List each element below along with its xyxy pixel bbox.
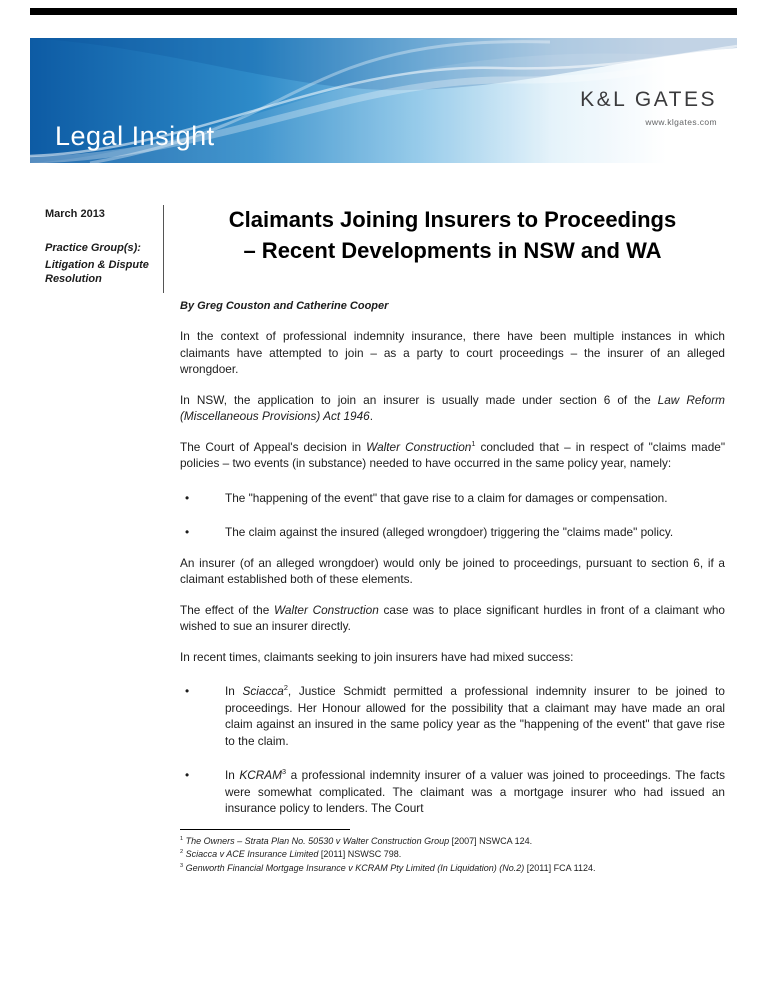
page-title-line-2: – Recent Developments in NSW and WA <box>243 238 662 263</box>
paragraph: In NSW, the application to join an insurer is usually made under section 6 of the Law Reform (Miscellaneous Provisions) Act 1946. <box>180 392 725 423</box>
article <box>180 204 725 875</box>
page-title <box>180 204 725 266</box>
logo-wordmark: K&L GATES <box>580 88 717 111</box>
bullet-item <box>180 767 725 817</box>
bullet-text: The claim against the insured (alleged wrongdoer) triggering the "claims made" policy. <box>225 525 674 539</box>
bullet-text: In Sciacca$^2$, Justice Schmidt permitted a professional indemnity insurer to be joined to proceedings. Her Honour allowed for the possibility that a claimant may have made an oral claim against an insured in the same policy year as the "happening of the event" that gave rise to the claim. <box>225 683 725 748</box>
website-url: www.klgates.com <box>645 117 717 127</box>
page-title-line-1: Claimants Joining Insurers to Proceedings <box>228 207 677 232</box>
bullet-item <box>180 524 725 541</box>
masthead-title: Legal Insight <box>55 121 215 151</box>
byline: By Greg Couston and Catherine Cooper <box>180 300 389 312</box>
bullet-icon: • <box>185 525 190 539</box>
footnote: $^3$ Genworth Financial Mortgage Insurance v KCRAM Pty Limited (In Liquidation) (No.2) [2011] FCA 1124. <box>180 862 596 873</box>
bullet-icon: • <box>185 768 190 782</box>
footnote: $^1$ The Owners – Strata Plan No. 50530 v Walter Construction Group [2007] NSWCA 124. <box>180 835 533 846</box>
paragraph: In recent times, claimants seeking to join insurers have had mixed success: <box>180 649 574 664</box>
bullet-icon: • <box>185 684 190 698</box>
title-divider-line <box>163 205 164 293</box>
banner <box>30 38 737 163</box>
footnotes <box>180 835 725 876</box>
practice-group-value: Litigation & Dispute Resolution <box>45 259 149 285</box>
article-body <box>180 328 725 817</box>
issue-date: March 2013 <box>45 208 105 220</box>
paragraph: The effect of the Walter Construction case was to place significant hurdles in front of a claimant who wished to sue an insurer directly. <box>180 602 725 633</box>
top-bar <box>30 8 737 15</box>
bullet-text: In KCRAM$^3$ a professional indemnity insurer of a valuer was joined to proceedings. The facts were somewhat complicated. The claimant was a mortgage insurer who had issued an insurance policy to lenders. The Court <box>225 767 725 815</box>
bullet-item <box>180 490 725 507</box>
footnote-rule <box>180 829 350 830</box>
bullet-text: The "happening of the event" that gave rise to a claim for damages or compensation. <box>225 490 668 505</box>
practice-group-label: Practice Group(s): <box>45 242 141 254</box>
sidebar <box>45 208 157 286</box>
paragraph: The Court of Appeal's decision in Walter Construction$^1$ concluded that – in respect of "claims made" policies – two events (in substance) needed to have occurred in the same policy year, namely: <box>180 438 726 470</box>
paragraph: In the context of professional indemnity insurance, there have been multiple instances in which claimants have attempted to join – as a party to court proceedings – the insurer of an alleged wrongdoer. <box>180 329 725 376</box>
paragraph: An insurer (of an alleged wrongdoer) would only be joined to proceedings, pursuant to section 6, if a claimant established both of these elements. <box>180 555 725 586</box>
bullet-icon: • <box>185 490 190 505</box>
footnote: $^2$ Sciacca v ACE Insurance Limited [2011] NSWSC 798. <box>180 849 402 859</box>
kl-gates-logo <box>580 88 717 127</box>
bullet-item <box>180 683 725 749</box>
